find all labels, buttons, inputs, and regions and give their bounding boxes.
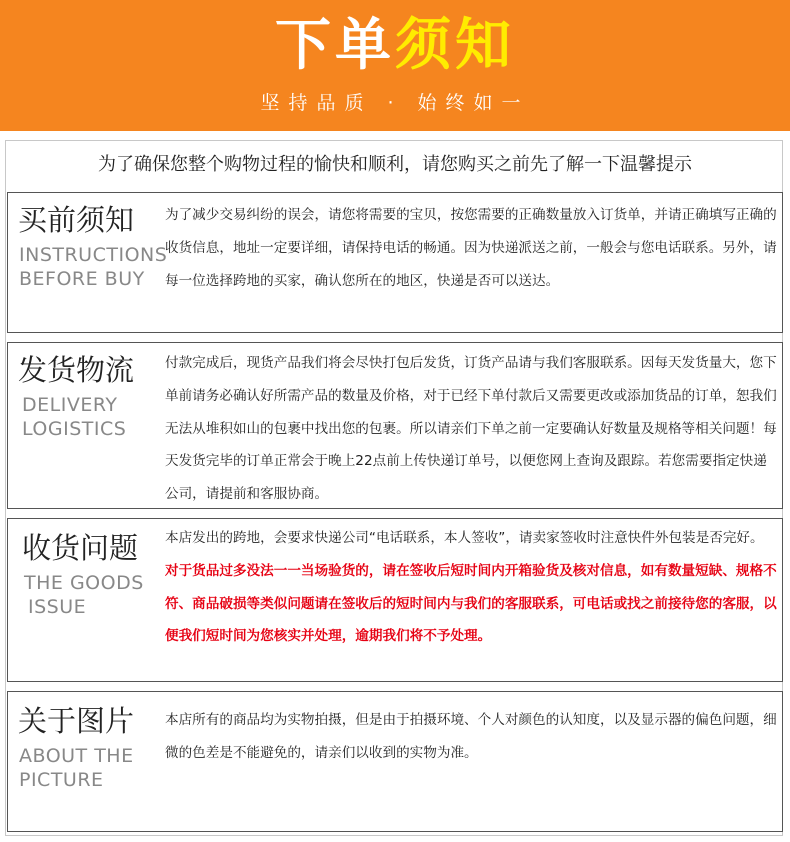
section-delivery xyxy=(7,342,783,509)
section-body: 本店所有的商品均为实物拍摄，但是由于拍摄环境、个人对颜色的认知度，以及显示器的偏色问题，细微的色差是不能避免的，请亲们以收到的实物为准。 xyxy=(165,712,777,761)
section-subtitle-line-1: INSTRUCTIONS xyxy=(19,244,168,266)
section-goods-issue xyxy=(7,518,783,682)
section-about-picture xyxy=(7,691,783,832)
section-subtitle-line-2: PICTURE xyxy=(19,769,104,791)
banner-subtitle: 坚持品质 · 始终如一 xyxy=(260,92,530,114)
header-banner xyxy=(0,0,790,131)
section-body: 付款完成后，现货产品我们将会尽快打包后发货，订货产品请与我们客服联系。因每天发货量大，您下单前请务必确认好所需产品的数量及价格，对于已经下单付款后又需要更改或添加货品的订单，恕我们无法从堆积如山的包裹中找出您的包裹。所以请亲们下单之前一定要确认好数量及规格等相关问题！每天发货完毕的订单正常会于晚上22点前上传快递订单号，以便您网上查询及跟踪。若您需要指定快递公司，请提前和客服协商。 xyxy=(165,355,777,503)
section-subtitle-line-2: BEFORE BUY xyxy=(19,268,145,290)
section-subtitle-line-2: LOGISTICS xyxy=(22,418,127,440)
section-title: 买前须知 xyxy=(18,203,135,237)
section-title: 发货物流 xyxy=(18,353,135,387)
section-body: 为了减少交易纠纷的误会，请您将需要的宝贝，按您需要的正确数量放入订货单，并请正确填写正确的收货信息，地址一定要详细，请保持电话的畅通。因为快递派送之前，一般会与您电话联系。另外，请每一位选择跨地的买家，确认您所在的地区，快递是否可以送达。 xyxy=(165,207,777,289)
section-body xyxy=(165,522,777,653)
section-before-buy xyxy=(7,192,783,333)
section-subtitle-line-1: DELIVERY xyxy=(22,394,118,416)
section-subtitle-line-1: ABOUT THE xyxy=(19,745,134,767)
banner-title-yellow: 须知 xyxy=(395,13,515,78)
intro-text: 为了确保您整个购物过程的愉快和顺利，请您购买之前先了解一下温馨提示 xyxy=(98,154,692,175)
section-title: 关于图片 xyxy=(18,704,135,738)
section-title: 收货问题 xyxy=(22,531,139,565)
banner-title-white: 下单 xyxy=(275,13,395,78)
section-body-warning: 对于货品过多没法一一当场验货的，请在签收后短时间内开箱验货及核对信息，如有数量短缺、规格不符、商品破损等类似问题请在签收后的短时间内与我们的客服联系，可电话或找之前接待您的客服，以便我们短时间为您核实并处理，逾期我们将不予处理。 xyxy=(165,562,777,645)
section-subtitle-line-1: THE GOODS xyxy=(24,572,144,594)
section-subtitle-line-2: ISSUE xyxy=(28,596,87,618)
banner-title xyxy=(0,6,790,86)
section-body-normal: 本店发出的跨地，会要求快递公司“电话联系，本人签收”，请卖家签收时注意快件外包装是否完好。 xyxy=(165,530,764,546)
